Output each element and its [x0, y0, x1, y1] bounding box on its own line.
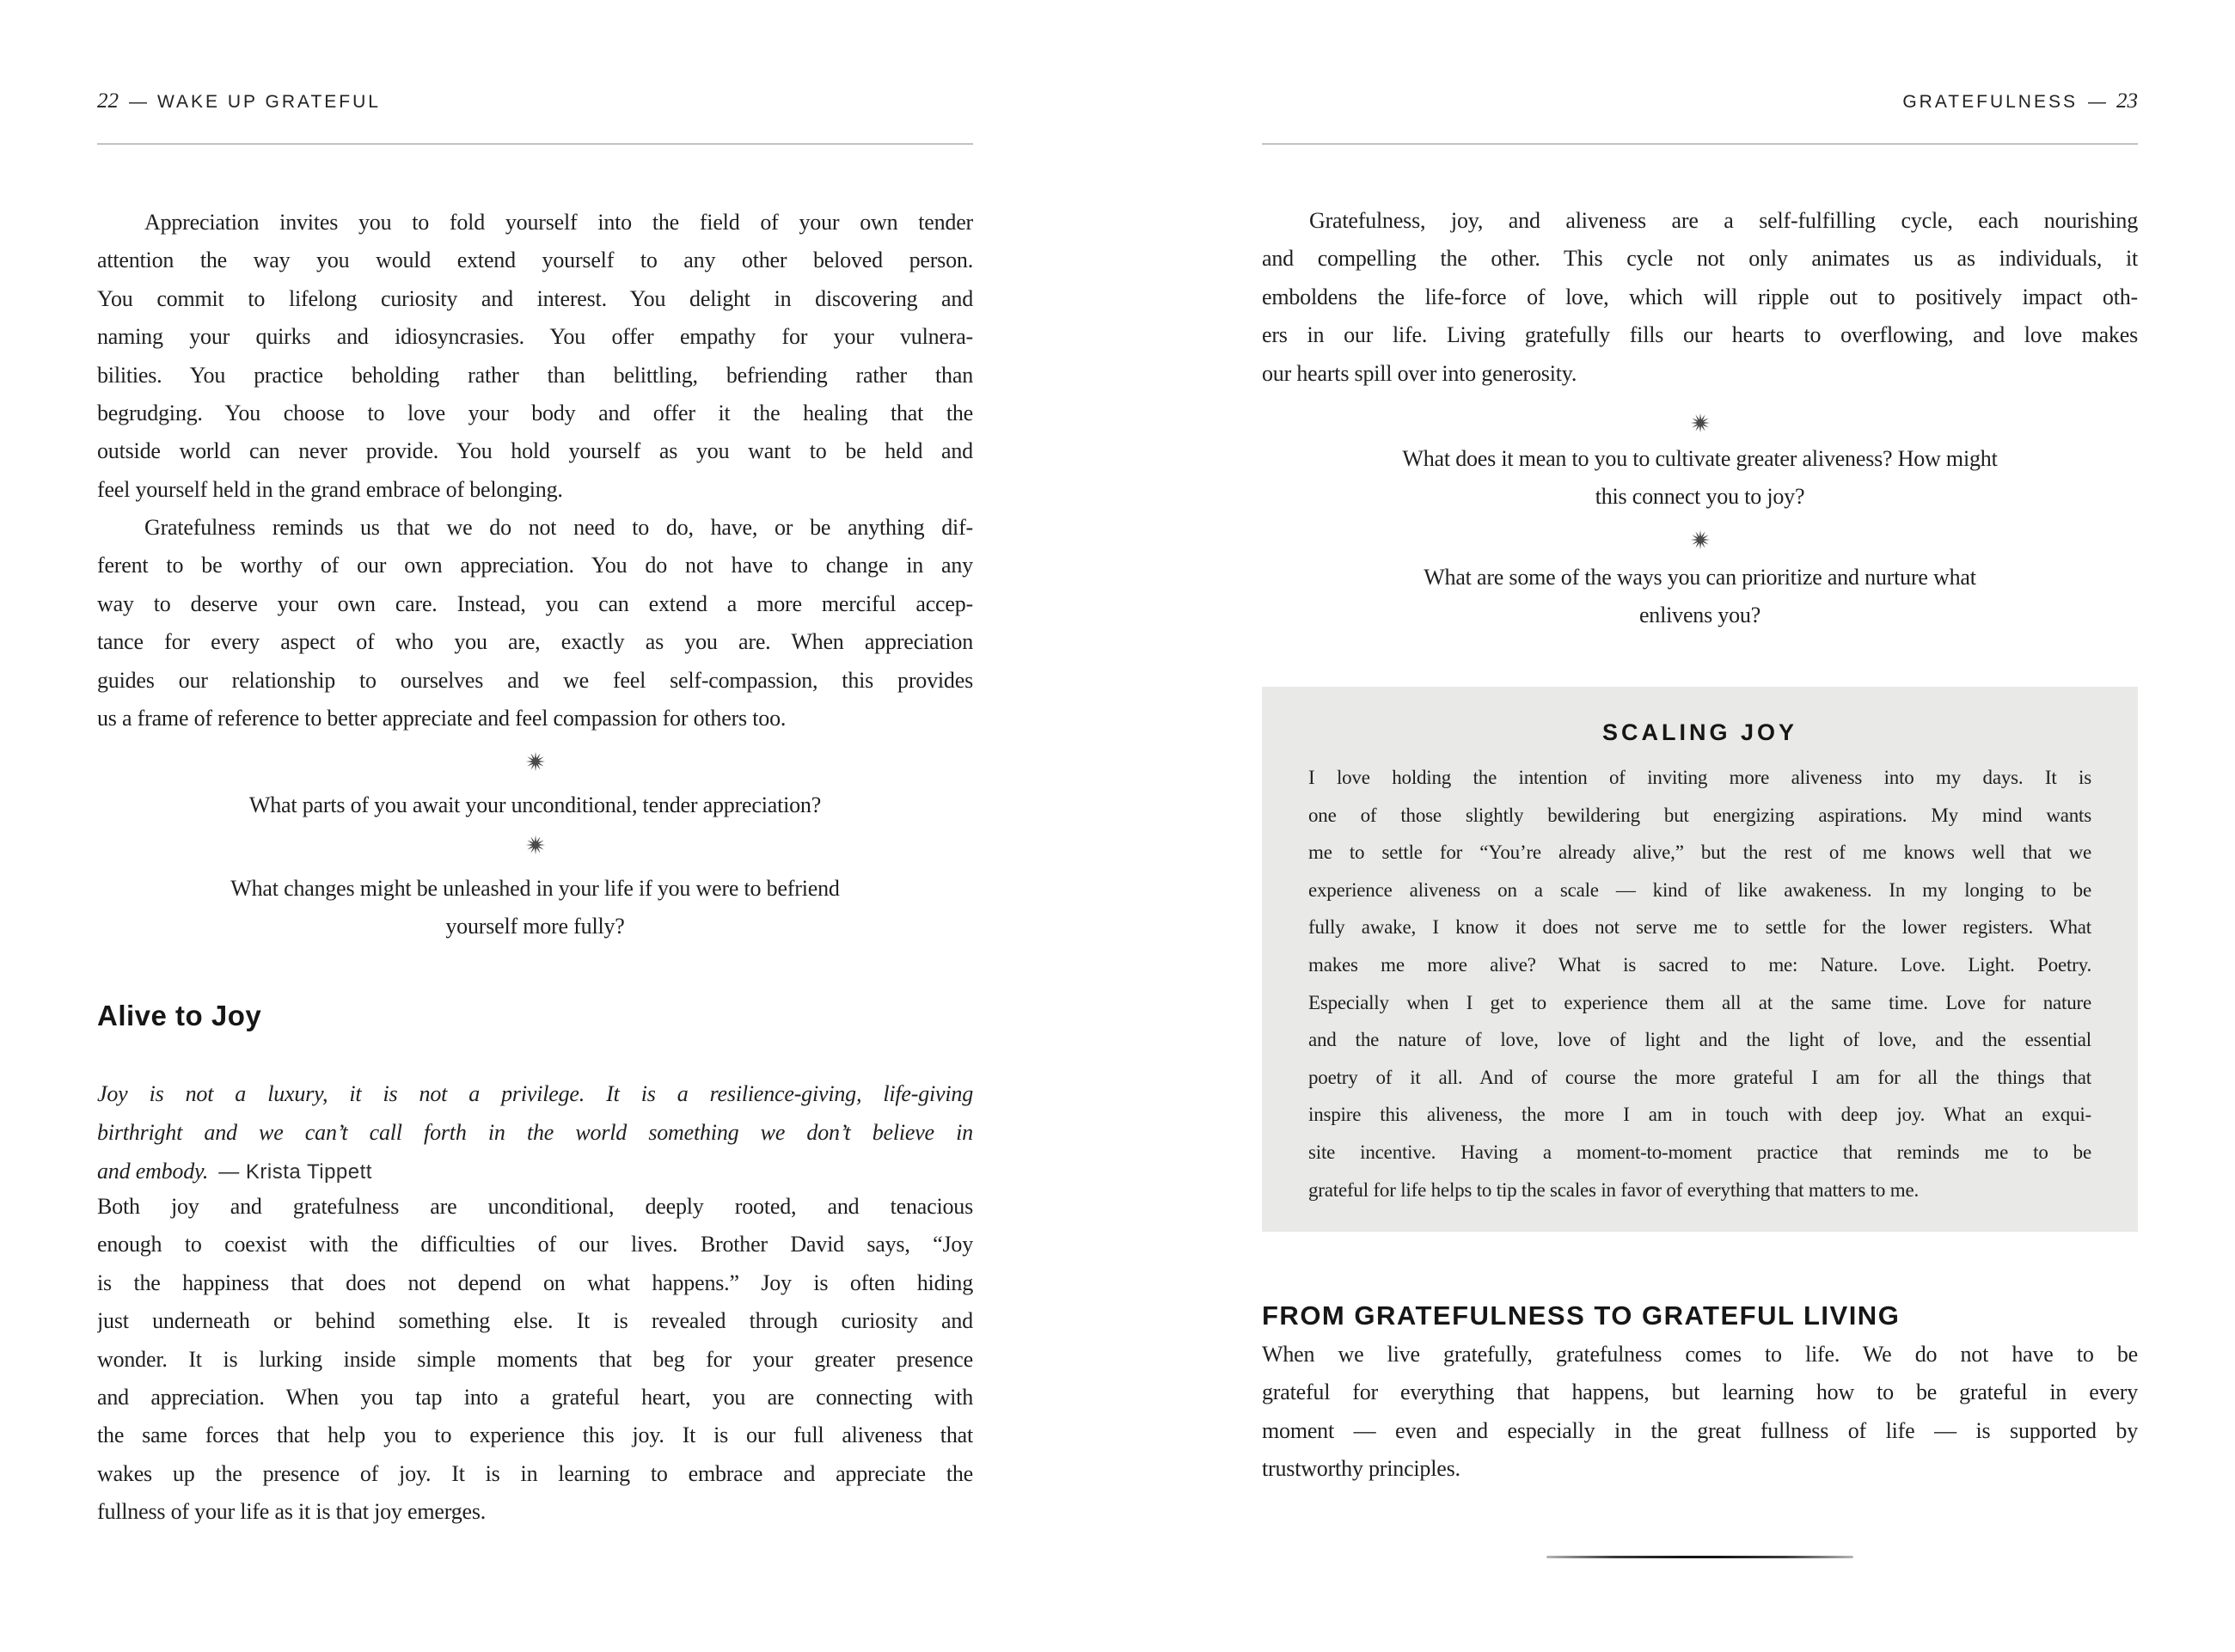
paragraph — [1262, 202, 2138, 393]
text-line: naming your quirks and idiosyncrasies. You offer empathy for your vulnera- — [97, 324, 973, 350]
reflection-question — [97, 786, 973, 824]
running-header-left — [97, 89, 973, 113]
text-line: outside world can never provide. You hold yourself as you want to be held and — [97, 438, 973, 464]
reflection-question — [1262, 559, 2138, 635]
text-line: enough to coexist with the difficulties of our lives. Brother David says, “Joy — [97, 1232, 973, 1257]
chapter-title: GRATEFULNESS — [1902, 92, 2078, 112]
pull-quote — [97, 1074, 973, 1190]
header-dash: — — [2088, 92, 2106, 112]
text-line: tance for every aspect of who you are, exactly as you are. When appreciation — [97, 629, 973, 655]
text-line: Especially when I get to experience them all at the same time. Love for nature — [1308, 991, 2091, 1013]
running-header-right — [1262, 89, 2138, 113]
book-title: WAKE UP GRATEFUL — [157, 92, 381, 112]
callout-body — [1308, 759, 2091, 1208]
text-line: Gratefulness, joy, and aliveness are a self-fulfilling cycle, each nourishing — [1309, 208, 2138, 233]
page-right — [1262, 0, 2138, 1652]
text-line: emboldens the life-force of love, which will ripple out to positively impact oth- — [1262, 284, 2138, 309]
paragraph — [97, 509, 973, 737]
text-line: feel yourself held in the grand embrace of belonging. — [97, 476, 563, 502]
end-ornament-divider — [1262, 1556, 2138, 1558]
text-line: yourself more fully? — [445, 914, 625, 939]
text-line: bilities. You practice beholding rather than belittling, befriending rather than — [97, 362, 973, 388]
page-number: 23 — [2116, 89, 2138, 113]
text-line: fullness of your life as it is that joy emerges. — [97, 1499, 487, 1525]
text-line: Both joy and gratefulness are unconditional, deeply rooted, and tenacious — [97, 1194, 973, 1219]
text-line: and compelling the other. This cycle not only animates us as individuals, it — [1262, 246, 2138, 272]
starburst-icon — [1690, 413, 1711, 433]
star-divider — [97, 751, 973, 772]
header-dash: — — [129, 92, 147, 112]
reflection-question — [1262, 440, 2138, 517]
text-line: this connect you to joy? — [1595, 484, 1805, 510]
text-line: When we live gratefully, gratefulness comes to life. We do not have to be — [1262, 1342, 2138, 1367]
text-line: wonder. It is lurking inside simple moments that beg for your greater presence — [97, 1346, 973, 1372]
starburst-icon — [1690, 529, 1711, 550]
text-line: Joy is not a luxury, it is not a privilege. It is a resilience-giving, life-giving — [97, 1081, 973, 1106]
page-number: 22 — [97, 89, 119, 113]
paragraph — [97, 204, 973, 509]
callout-title: SCALING JOY — [1601, 719, 1798, 745]
text-line: makes me more alive? What is sacred to me: Nature. Love. Light. Poetry. — [1308, 953, 2091, 976]
reflection-question — [97, 870, 973, 946]
text-line: just underneath or behind something else. It is revealed through curiosity and — [97, 1308, 973, 1334]
star-divider — [1262, 413, 2138, 433]
text-line: wakes up the presence of joy. It is in learning to embrace and appreciate the — [97, 1460, 973, 1486]
starburst-icon — [525, 751, 546, 772]
text-line: enlivens you? — [1638, 603, 1761, 628]
text-line: is the happiness that does not depend on what happens.” Joy is often hiding — [97, 1270, 973, 1295]
text-line: Appreciation invites you to fold yourself into the field of your own tender — [144, 210, 973, 235]
text-line: me to settle for “You’re already alive,” but the rest of me knows well that we — [1308, 841, 2091, 864]
text-line: trustworthy principles. — [1262, 1456, 1460, 1482]
text-line: What are some of the ways you can prioritize and nurture what — [1424, 565, 1976, 590]
quote-lines — [97, 1074, 973, 1152]
text-line: the same forces that help you to experience this joy. It is our full aliveness that — [97, 1423, 973, 1448]
quote-text: and embody. — [97, 1159, 209, 1184]
text-line: What changes might be unleashed in your life if you were to befriend — [230, 876, 840, 901]
text-line: ferent to be worthy of our own appreciation. You do not have to change in any — [97, 553, 973, 578]
section-heading: FROM GRATEFULNESS TO GRATEFUL LIVING — [1262, 1300, 1901, 1331]
text-line: and appreciation. When you tap into a grateful heart, you are connecting with — [97, 1384, 973, 1410]
text-line: fully awake, I know it does not serve me to settle for the lower registers. What — [1308, 916, 2091, 939]
page-left — [97, 0, 973, 1652]
star-divider — [1262, 529, 2138, 550]
text-line: way to deserve your own care. Instead, you can extend a more merciful accep- — [97, 590, 973, 616]
text-line: us a frame of reference to better appreciate and feel compassion for others too. — [97, 705, 787, 731]
text-line: inspire this aliveness, the more I am in touch with deep joy. What an exqui- — [1308, 1104, 2091, 1126]
text-line: What parts of you await your unconditional, tender appreciation? — [248, 792, 822, 817]
quote-last-line — [97, 1152, 973, 1190]
text-line: grateful for life helps to tip the scales in favor of everything that matters to me. — [1308, 1178, 1920, 1201]
text-line: begrudging. You choose to love your body and offer it the healing that the — [97, 400, 973, 425]
text-line: attention the way you would extend yourself to any other beloved person. — [97, 248, 973, 273]
text-line: one of those slightly bewildering but energizing aspirations. My mind wants — [1308, 804, 2091, 826]
paragraph — [1262, 1336, 2138, 1489]
text-line: and the nature of love, love of light and the light of love, and the essential — [1308, 1029, 2091, 1051]
text-line: grateful for everything that happens, but learning how to be grateful in every — [1262, 1380, 2138, 1405]
text-line: You commit to lifelong curiosity and interest. You delight in discovering and — [97, 285, 973, 311]
text-line: Gratefulness reminds us that we do not need to do, have, or be anything dif- — [144, 515, 973, 540]
callout-box — [1262, 687, 2138, 1232]
text-line: our hearts spill over into generosity. — [1262, 360, 1577, 386]
text-line: site incentive. Having a moment-to-moment practice that reminds me to be — [1308, 1141, 2091, 1163]
text-line: moment — even and especially in the great fullness of life — is supported by — [1262, 1417, 2138, 1443]
text-line: I love holding the intention of inviting more aliveness into my days. It is — [1308, 767, 2091, 788]
section-heading: Alive to Joy — [97, 1000, 262, 1031]
paragraph — [97, 1188, 973, 1532]
star-divider — [97, 835, 973, 855]
text-line: ers in our life. Living gratefully fills our hearts to overflowing, and love makes — [1262, 322, 2138, 348]
text-line: experience aliveness on a scale — kind of like awakeness. In my longing to be — [1308, 878, 2091, 901]
divider-bar — [1546, 1556, 1853, 1558]
text-line: birthright and we can’t call forth in the world something we don’t believe in — [97, 1120, 973, 1145]
quote-attribution: — Krista Tippett — [218, 1160, 372, 1184]
text-line: poetry of it all. And of course the more grateful I am for all the things that — [1308, 1066, 2091, 1088]
starburst-icon — [525, 835, 546, 855]
text-line: What does it mean to you to cultivate greater aliveness? How might — [1402, 446, 1998, 471]
text-line: guides our relationship to ourselves and we feel self-compassion, this provides — [97, 667, 973, 693]
